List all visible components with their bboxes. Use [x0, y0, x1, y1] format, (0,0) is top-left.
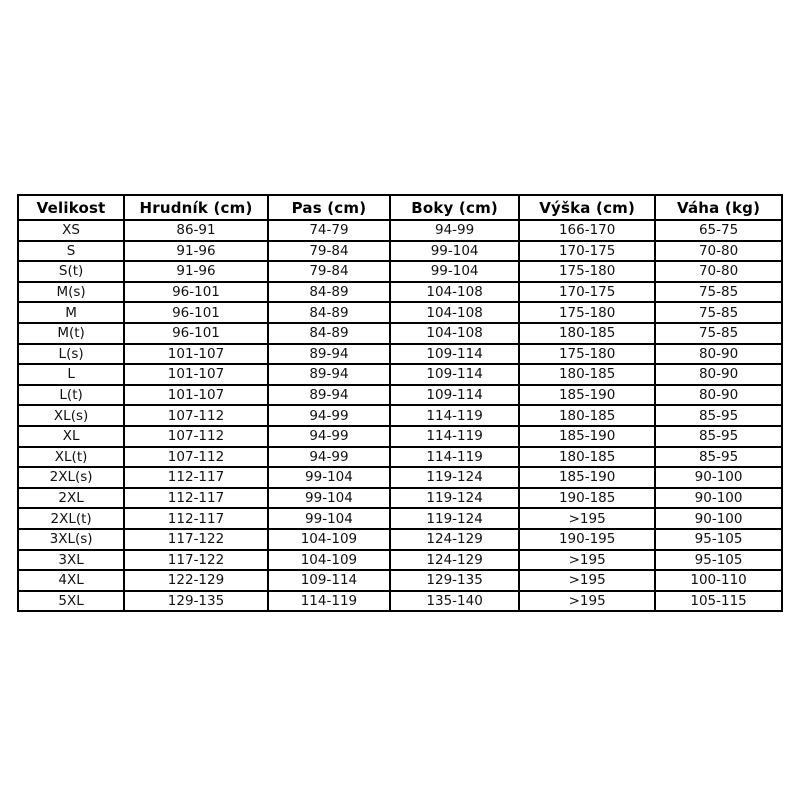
table-row	[18, 344, 782, 365]
table-row	[18, 550, 782, 571]
size-label-cell: XL	[18, 426, 124, 447]
measurement-cell: 90-100	[655, 508, 782, 529]
measurement-cell: 94-99	[268, 447, 390, 468]
measurement-cell: >195	[519, 591, 655, 612]
table-row	[18, 591, 782, 612]
table-row	[18, 508, 782, 529]
size-label-cell: M	[18, 302, 124, 323]
size-label-cell: 5XL	[18, 591, 124, 612]
measurement-cell: 65-75	[655, 220, 782, 241]
size-label-cell: S	[18, 241, 124, 262]
measurement-cell: 89-94	[268, 364, 390, 385]
table-row	[18, 385, 782, 406]
measurement-cell: 101-107	[124, 385, 268, 406]
measurement-cell: 86-91	[124, 220, 268, 241]
measurement-cell: 80-90	[655, 385, 782, 406]
measurement-cell: 180-185	[519, 323, 655, 344]
measurement-cell: 90-100	[655, 488, 782, 509]
measurement-cell: 122-129	[124, 570, 268, 591]
size-label-cell: 3XL	[18, 550, 124, 571]
measurement-cell: 190-195	[519, 529, 655, 550]
measurement-cell: 170-175	[519, 241, 655, 262]
measurement-cell: 91-96	[124, 261, 268, 282]
measurement-cell: 105-115	[655, 591, 782, 612]
measurement-cell: 190-185	[519, 488, 655, 509]
measurement-cell: 104-108	[390, 323, 519, 344]
measurement-cell: 175-180	[519, 344, 655, 365]
measurement-cell: 114-119	[390, 447, 519, 468]
measurement-cell: 114-119	[390, 405, 519, 426]
measurement-cell: 117-122	[124, 529, 268, 550]
size-label-cell: S(t)	[18, 261, 124, 282]
measurement-cell: 70-80	[655, 241, 782, 262]
measurement-cell: 85-95	[655, 447, 782, 468]
measurement-cell: 119-124	[390, 488, 519, 509]
measurement-cell: 96-101	[124, 323, 268, 344]
measurement-cell: 112-117	[124, 488, 268, 509]
measurement-cell: 129-135	[124, 591, 268, 612]
size-label-cell: L	[18, 364, 124, 385]
measurement-cell: 170-175	[519, 282, 655, 303]
measurement-cell: 99-104	[268, 467, 390, 488]
measurement-cell: 117-122	[124, 550, 268, 571]
measurement-cell: 101-107	[124, 344, 268, 365]
size-label-cell: L(t)	[18, 385, 124, 406]
measurement-cell: 91-96	[124, 241, 268, 262]
measurement-cell: 119-124	[390, 508, 519, 529]
table-row	[18, 323, 782, 344]
measurement-cell: 89-94	[268, 385, 390, 406]
measurement-cell: 75-85	[655, 302, 782, 323]
measurement-cell: 94-99	[268, 426, 390, 447]
size-label-cell: 2XL(t)	[18, 508, 124, 529]
table-row	[18, 405, 782, 426]
measurement-cell: 84-89	[268, 282, 390, 303]
table-row	[18, 467, 782, 488]
measurement-cell: 96-101	[124, 282, 268, 303]
measurement-cell: 84-89	[268, 323, 390, 344]
measurement-cell: 75-85	[655, 282, 782, 303]
column-header-4: Výška (cm)	[519, 195, 655, 220]
table-row	[18, 529, 782, 550]
measurement-cell: 80-90	[655, 364, 782, 385]
measurement-cell: 100-110	[655, 570, 782, 591]
measurement-cell: 104-108	[390, 282, 519, 303]
measurement-cell: 180-185	[519, 364, 655, 385]
measurement-cell: 112-117	[124, 467, 268, 488]
measurement-cell: 75-85	[655, 323, 782, 344]
table-header	[18, 195, 782, 220]
size-label-cell: 4XL	[18, 570, 124, 591]
table-row	[18, 241, 782, 262]
size-label-cell: XL(t)	[18, 447, 124, 468]
measurement-cell: >195	[519, 570, 655, 591]
table-row	[18, 220, 782, 241]
measurement-cell: 109-114	[268, 570, 390, 591]
size-label-cell: 2XL	[18, 488, 124, 509]
column-header-5: Váha (kg)	[655, 195, 782, 220]
size-label-cell: XS	[18, 220, 124, 241]
measurement-cell: 95-105	[655, 529, 782, 550]
measurement-cell: 80-90	[655, 344, 782, 365]
table-row	[18, 447, 782, 468]
measurement-cell: 109-114	[390, 385, 519, 406]
table-row	[18, 261, 782, 282]
measurement-cell: 70-80	[655, 261, 782, 282]
measurement-cell: 99-104	[268, 508, 390, 529]
header-row	[18, 195, 782, 220]
size-label-cell: 2XL(s)	[18, 467, 124, 488]
size-label-cell: M(s)	[18, 282, 124, 303]
column-header-3: Boky (cm)	[390, 195, 519, 220]
measurement-cell: 109-114	[390, 364, 519, 385]
measurement-cell: 99-104	[268, 488, 390, 509]
measurement-cell: 85-95	[655, 426, 782, 447]
measurement-cell: 107-112	[124, 447, 268, 468]
table-row	[18, 488, 782, 509]
size-chart-table	[17, 194, 783, 612]
table-row	[18, 570, 782, 591]
measurement-cell: 94-99	[390, 220, 519, 241]
measurement-cell: 107-112	[124, 426, 268, 447]
measurement-cell: 79-84	[268, 241, 390, 262]
table-row	[18, 302, 782, 323]
measurement-cell: 99-104	[390, 261, 519, 282]
measurement-cell: 85-95	[655, 405, 782, 426]
measurement-cell: 166-170	[519, 220, 655, 241]
size-label-cell: M(t)	[18, 323, 124, 344]
size-label-cell: XL(s)	[18, 405, 124, 426]
measurement-cell: 90-100	[655, 467, 782, 488]
measurement-cell: 185-190	[519, 426, 655, 447]
measurement-cell: >195	[519, 550, 655, 571]
measurement-cell: 104-109	[268, 550, 390, 571]
measurement-cell: 135-140	[390, 591, 519, 612]
table-body	[18, 220, 782, 611]
measurement-cell: 180-185	[519, 405, 655, 426]
measurement-cell: 89-94	[268, 344, 390, 365]
measurement-cell: 185-190	[519, 385, 655, 406]
measurement-cell: 107-112	[124, 405, 268, 426]
measurement-cell: 124-129	[390, 529, 519, 550]
measurement-cell: 124-129	[390, 550, 519, 571]
measurement-cell: 84-89	[268, 302, 390, 323]
measurement-cell: 101-107	[124, 364, 268, 385]
measurement-cell: 175-180	[519, 261, 655, 282]
measurement-cell: 109-114	[390, 344, 519, 365]
measurement-cell: 114-119	[390, 426, 519, 447]
measurement-cell: 119-124	[390, 467, 519, 488]
measurement-cell: 129-135	[390, 570, 519, 591]
size-label-cell: L(s)	[18, 344, 124, 365]
table-row	[18, 364, 782, 385]
column-header-2: Pas (cm)	[268, 195, 390, 220]
measurement-cell: 114-119	[268, 591, 390, 612]
column-header-1: Hrudník (cm)	[124, 195, 268, 220]
measurement-cell: 104-108	[390, 302, 519, 323]
measurement-cell: 112-117	[124, 508, 268, 529]
table-row	[18, 426, 782, 447]
measurement-cell: 185-190	[519, 467, 655, 488]
measurement-cell: 94-99	[268, 405, 390, 426]
measurement-cell: 180-185	[519, 447, 655, 468]
table-row	[18, 282, 782, 303]
measurement-cell: 96-101	[124, 302, 268, 323]
size-label-cell: 3XL(s)	[18, 529, 124, 550]
measurement-cell: >195	[519, 508, 655, 529]
measurement-cell: 79-84	[268, 261, 390, 282]
measurement-cell: 104-109	[268, 529, 390, 550]
measurement-cell: 95-105	[655, 550, 782, 571]
measurement-cell: 175-180	[519, 302, 655, 323]
measurement-cell: 74-79	[268, 220, 390, 241]
column-header-0: Velikost	[18, 195, 124, 220]
measurement-cell: 99-104	[390, 241, 519, 262]
